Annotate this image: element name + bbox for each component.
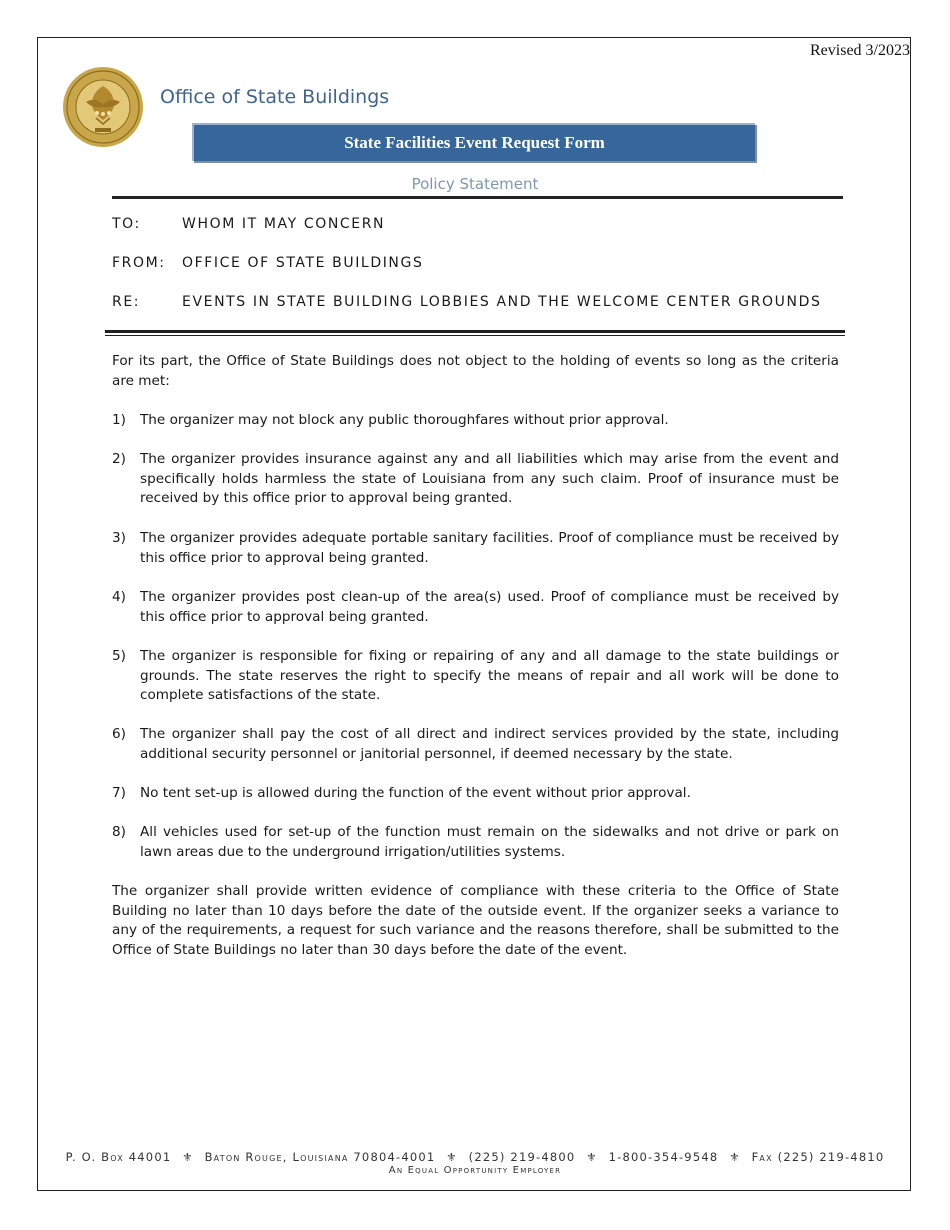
footer-eoe: An Equal Opportunity Employer [388,1165,562,1176]
criteria-item [112,784,839,804]
memo-to-label: TO: [112,216,141,232]
criteria-item [112,411,839,431]
fleur-de-lis-icon: ⚜ [182,1150,194,1164]
footer-fax: Fax (225) 219-4810 [751,1150,885,1164]
criteria-number: 8) [112,824,126,840]
fleur-de-lis-icon: ⚜ [586,1150,598,1164]
footer-po-box: P. O. Box 44001 [65,1150,172,1164]
criteria-number: 3) [112,530,126,546]
fleur-de-lis-icon: ⚜ [729,1150,741,1164]
intro-paragraph: For its part, the Office of State Buildings does not object to the holding of events so long as the criteria are met: [112,353,839,389]
memo-divider-thin [105,335,845,336]
criteria-number: 7) [112,785,126,801]
memo-from-value: OFFICE OF STATE BUILDINGS [182,255,424,271]
section-title: Policy Statement [411,175,539,193]
criteria-item [112,588,839,627]
form-title: State Facilities Event Request Form [344,133,605,152]
criteria-text: The organizer may not block any public thoroughfares without prior approval. [140,412,669,428]
criteria-number: 1) [112,412,126,428]
footer-toll-free: 1-800-354-9548 [608,1150,719,1164]
criteria-number: 2) [112,451,126,467]
criteria-text: The organizer provides adequate portable sanitary facilities. Proof of compliance must be received by this office prior to approval being granted. [140,530,839,566]
memo-to-value: WHOM IT MAY CONCERN [182,216,386,232]
revision-date: Revised 3/2023 [810,42,910,59]
criteria-number: 6) [112,726,126,742]
memo-from-label: FROM: [112,255,166,271]
footer-contact-line [0,1150,950,1164]
closing-paragraph: The organizer shall provide written evidence of compliance with these criteria to the Office of State Building no later than 10 days before the date of the outside event. If the organizer seeks a variance to any of the requirements, a request for such variance and the reasons therefore, shall be submitted to the Office of State Buildings no later than 30 days before the date of the event. [112,883,839,958]
criteria-item [112,450,839,509]
memo-re-value: EVENTS IN STATE BUILDING LOBBIES AND THE WELCOME CENTER GROUNDS [182,294,822,310]
criteria-number: 4) [112,589,126,605]
memo-divider [105,330,845,333]
criteria-item [112,725,839,764]
office-name: Office of State Buildings [160,86,390,108]
criteria-text: The organizer shall pay the cost of all direct and indirect services provided by the state, including additional security personnel or janitorial personnel, if deemed necessary by the state. [140,726,839,762]
memo-re-label: RE: [112,294,141,310]
footer-city: Baton Rouge, Louisiana 70804-4001 [204,1150,436,1164]
criteria-text: The organizer is responsible for fixing or repairing of any and all damage to the state buildings or grounds. The state reserves the right to specify the means of repair and all work will be done to complete satisfactions of the state. [140,648,839,704]
criteria-item [112,529,839,568]
criteria-text: The organizer provides post clean-up of the area(s) used. Proof of compliance must be received by this office prior to approval being granted. [140,589,839,625]
fleur-de-lis-icon: ⚜ [446,1150,458,1164]
criteria-text: No tent set-up is allowed during the function of the event without prior approval. [140,785,691,801]
top-divider [112,196,843,199]
footer-phone: (225) 219-4800 [468,1150,576,1164]
louisiana-state-seal-icon [62,66,144,148]
criteria-item [112,647,839,706]
criteria-number: 5) [112,648,126,664]
criteria-text: All vehicles used for set-up of the function must remain on the sidewalks and not drive or park on lawn areas due to the underground irrigation/utilities systems. [140,824,839,860]
criteria-text: The organizer provides insurance against any and all liabilities which may arise from the event and specifically holds harmless the state of Louisiana from any such claim. Proof of insurance must be received by this office prior to approval being granted. [140,451,839,507]
criteria-item [112,823,839,862]
form-title-banner [192,123,755,161]
